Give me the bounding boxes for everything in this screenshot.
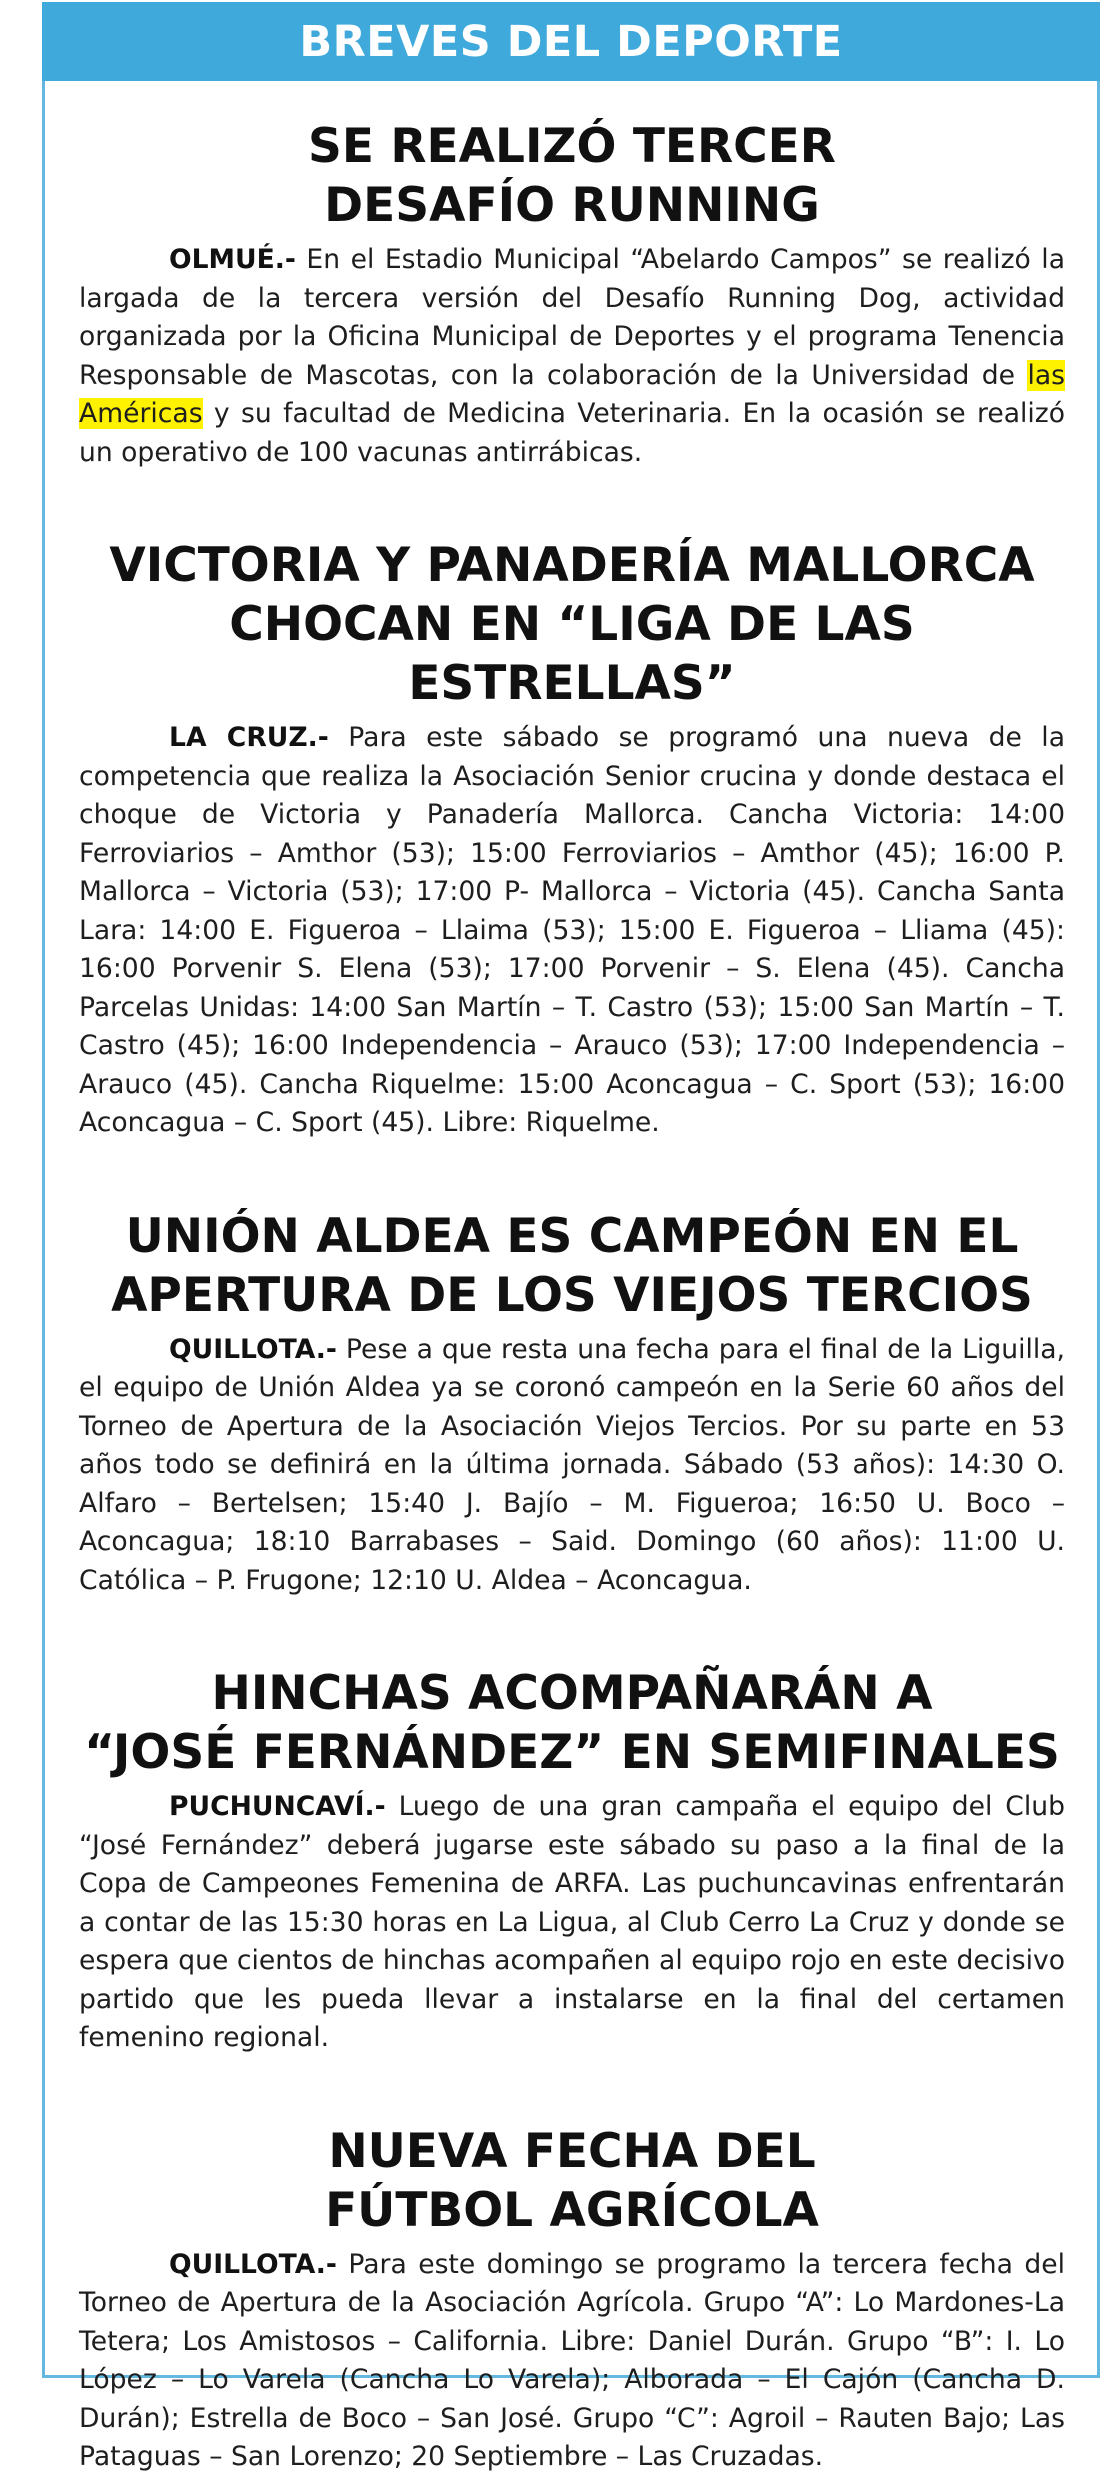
story-body	[79, 241, 1065, 472]
story-body	[79, 1788, 1065, 2058]
stories-container	[45, 81, 1097, 2477]
headline-line: CHOCAN EN “LIGA DE LAS ESTRELLAS”	[229, 597, 915, 711]
headline-line: SE REALIZÓ TERCER	[308, 119, 836, 174]
story-dateline: OLMUÉ.-	[169, 244, 296, 275]
headline-line: UNIÓN ALDEA ES CAMPEÓN EN EL	[125, 1208, 1019, 1264]
story-union-aldea	[79, 1207, 1065, 1601]
headline-line: “JOSÉ FERNÁNDEZ” EN SEMIFINALES	[84, 1725, 1060, 1780]
story-text: En el Estadio Municipal “Abelardo Campos” se realizó la largada de la tercera versión del Desafío Running Dog, actividad organizada por la Oficina Municipal de Deportes y el programa Tenencia Responsable de Mascotas, con la colaboración de la Universidad de	[79, 244, 1065, 391]
story-headline	[79, 1664, 1065, 1782]
story-body	[79, 1331, 1065, 1601]
story-dateline: QUILLOTA.-	[169, 2248, 337, 2280]
story-text: y su facultad de Medicina Veterinaria. En la ocasión se realizó un operativo de 100 vacunas antirrábicas.	[79, 398, 1065, 468]
story-text: Luego de una gran campaña el equipo del Club “José Fernández” deberá jugarse este sábado su paso a la final de la Copa de Campeones Femenina de ARFA. Las puchuncavinas enfrentarán a contar de las 15:30 horas en La Ligua, al Club Cerro La Cruz y donde se espera que cientos de hinchas acompañen al equipo rojo en este decisivo partido que les pueda llevar a instalarse en la final del certamen femenino regional.	[79, 1791, 1065, 2053]
highlighted-text: las Américas	[79, 359, 1065, 429]
story-headline	[79, 1207, 1065, 1325]
section-banner	[42, 2, 1100, 81]
story-headline	[79, 2122, 1065, 2240]
headline-line: HINCHAS ACOMPAÑARÁN A	[211, 1666, 933, 1721]
headline-line: NUEVA FECHA DEL	[328, 2123, 816, 2179]
story-text: Para este sábado se programó una nueva de la competencia que realiza la Asociación Senior crucina y donde destaca el choque de Victoria y Panadería Mallorca. Cancha Victoria: 14:00 Ferroviarios – Amthor (53); 15:00 Ferroviarios – Amthor (45); 16:00 P. Mallorca – Victoria (53); 17:00 P- Mallorca – Victoria (45). Cancha Santa Lara: 14:00 E. Figueroa – Llaima (53); 15:00 E. Figueroa – Lliama (45): 16:00 Porvenir S. Elena (53); 17:00 Porvenir – S. Elena (45). Cancha Parcelas Unidas: 14:00 San Martín – T. Castro (53); 15:00 San Martín – T. Castro (45); 16:00 Independencia – Arauco (53); 17:00 Independencia – Arauco (45). Cancha Riquelme: 15:00 Aconcagua – C. Sport (53); 16:00 Aconcagua – C. Sport (45). Libre: Riquelme.	[79, 722, 1065, 1138]
story-headline	[79, 536, 1065, 713]
story-headline	[79, 117, 1065, 235]
headline-line: FÚTBOL AGRÍCOLA	[325, 2182, 819, 2238]
news-briefs-column	[42, 2, 1100, 2472]
section-title: BREVES DEL DEPORTE	[299, 16, 843, 67]
headline-line: APERTURA DE LOS VIEJOS TERCIOS	[111, 1267, 1033, 1323]
headline-line: VICTORIA Y PANADERÍA MALLORCA	[109, 538, 1035, 593]
story-jose-fernandez	[79, 1664, 1065, 2058]
story-dateline: PUCHUNCAVÍ.-	[169, 1791, 386, 1822]
story-liga-estrellas	[79, 536, 1065, 1143]
story-text: Para este domingo se programo la tercera fecha del Torneo de Apertura de la Asociación Agrícola. Grupo “A”: Lo Mardones-La Tetera; Los Amistosos – California. Libre: Daniel Durán. Grupo “B”: I. Lo López – Lo Varela (Cancha Lo Varela); Alborada – El Cajón (Cancha D. Durán); Estrella de Boco – San José. Grupo “C”: Agroil – Rauten Bajo; Las Pataguas – San Lorenzo; 20 Septiembre – Las Cruzadas.	[79, 2248, 1065, 2472]
headline-line: DESAFÍO RUNNING	[324, 178, 820, 233]
story-futbol-agricola	[79, 2122, 1065, 2477]
story-body	[79, 2246, 1065, 2477]
story-dateline: LA CRUZ.-	[169, 722, 329, 753]
story-body	[79, 719, 1065, 1143]
story-dateline: QUILLOTA.-	[169, 1333, 337, 1365]
story-text: Pese a que resta una fecha para el final de la Liguilla, el equipo de Unión Aldea ya se coronó campeón en la Serie 60 años del Torneo de Apertura de la Asociación Viejos Tercios. Por su parte en 53 años todo se definirá en la última jornada. Sábado (53 años): 14:30 O. Alfaro – Bertelsen; 15:40 J. Bajío – M. Figueroa; 16:50 U. Boco – Aconcagua; 18:10 Barrabases – Said. Domingo (60 años): 11:00 U. Católica – P. Frugone; 12:10 U. Aldea – Aconcagua.	[79, 1333, 1065, 1596]
story-desafio-running	[79, 117, 1065, 472]
